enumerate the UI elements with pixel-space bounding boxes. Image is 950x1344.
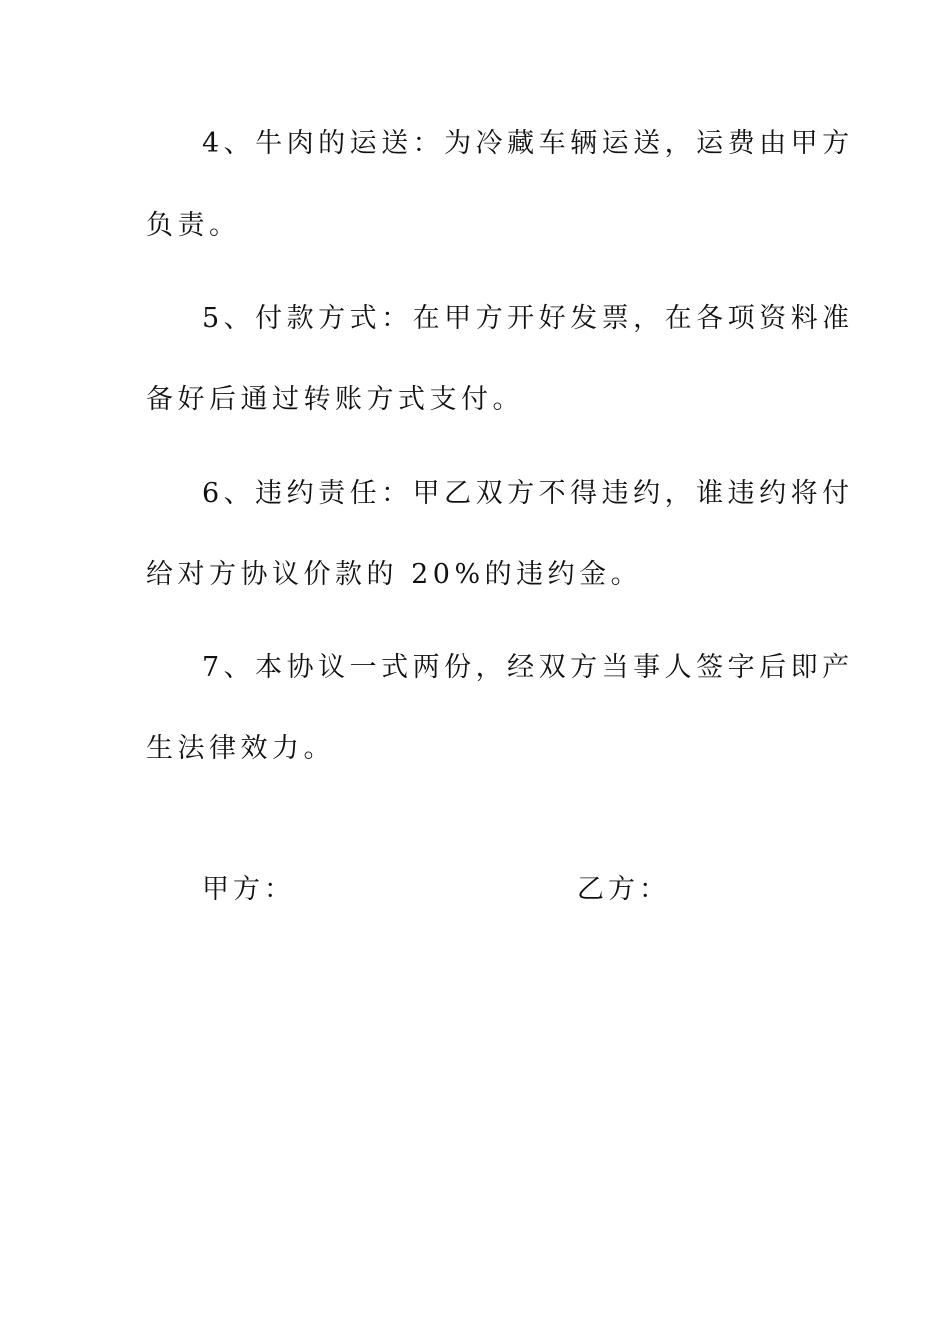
clause-6-line-1: 6、违约责任：甲乙双方不得违约，谁违约将付	[202, 478, 854, 509]
party-b-signature-label: 乙方：	[577, 874, 670, 905]
party-a-signature-label: 甲方：	[202, 874, 295, 905]
clause-5-line-2: 备好后通过转账方式支付。	[146, 384, 524, 415]
clause-4-line-1: 4、牛肉的运送：为冷藏车辆运送，运费由甲方	[202, 128, 854, 159]
clause-4-line-2: 负责。	[146, 210, 241, 241]
clause-7-line-1: 7、本协议一式两份，经双方当事人签字后即产	[202, 652, 854, 683]
clause-6-line-2: 给对方协议价款的 20%的违约金。	[146, 559, 643, 590]
clause-7-line-2: 生法律效力。	[146, 733, 335, 764]
clause-5-line-1: 5、付款方式：在甲方开好发票，在各项资料准	[202, 303, 854, 334]
